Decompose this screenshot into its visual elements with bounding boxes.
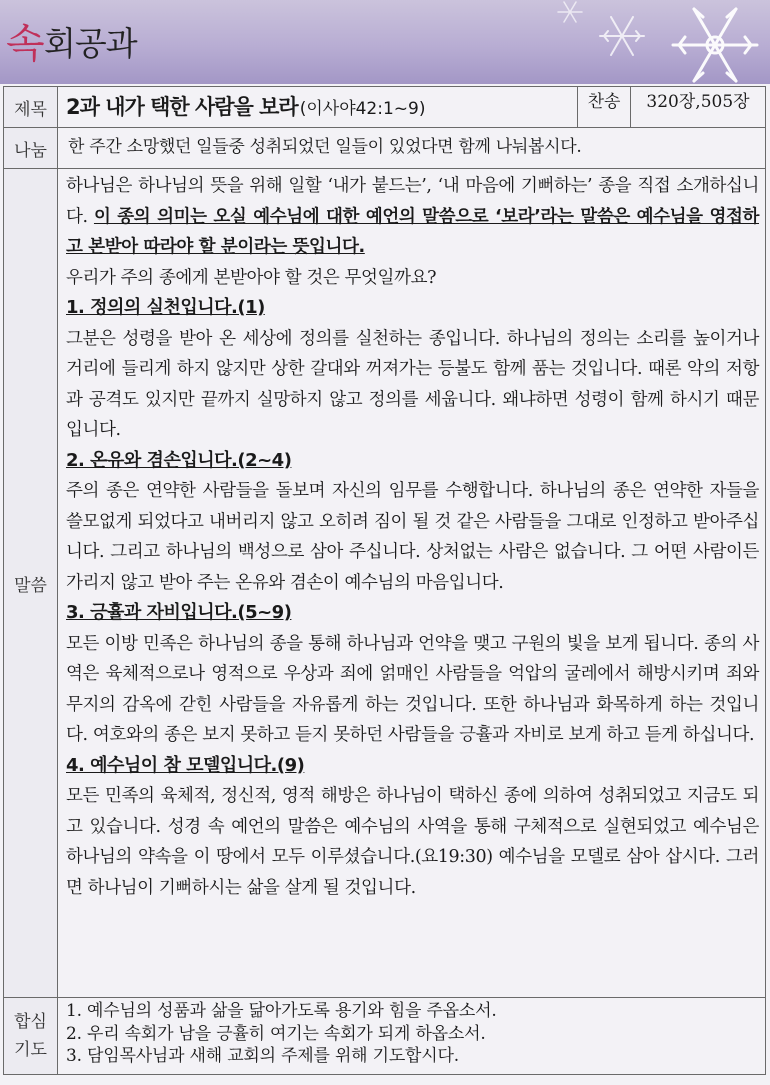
intro-paragraph [66,171,759,263]
word-label: 말씀 [4,169,58,998]
hymn-value: 320장,505장 [631,87,766,128]
sharing-text: 한 주간 소망했던 일들중 성취되었던 일들이 있었다면 함께 나눠봅시다. [58,128,766,169]
lesson-title: 2과 내가 택한 사람을 보라 [66,95,298,119]
sharing-label: 나눔 [4,128,58,169]
prayer-label [4,998,58,1075]
section-text: 모든 민족의 육체적, 정신적, 영적 해방은 하나님이 택하신 종에 의하여 성취되었고 지금도 되고 있습니다. 성경 속 예언의 말씀은 예수님의 사역을 통해 구체적으로 실현되었고 예수님은 하나님의 약속을 이 땅에서 모두 이루셨습니다.(요19:30) 예수님을 모델로 삼아 삽시다. 그러면 하나님이 기뻐하시는 삶을 살게 될 것입니다. [66,786,759,898]
section-text: 주의 종은 연약한 사람들을 돌보며 자신의 임무를 수행합니다. 하나님의 종은 연약한 자들을 쓸모없게 되었다고 내버리지 않고 오히려 짐이 될 것 같은 사람들을 그대로 인정하고 받아주십니다. 그리고 하나님의 백성으로 삼아 주십니다. 상처없는 사람은 없습니다. 그 어떤 사람이든 가리지 않고 받아 주는 온유와 겸손이 예수님의 마음입니다. [66,481,759,593]
snowflake-decoration [510,0,770,84]
question-text: 우리가 주의 종에게 본받아야 할 것은 무엇일까요? [66,267,437,288]
prayer-item: 1. 예수님의 성품과 삶을 닮아가도록 용기와 힘을 주옵소서. [66,1001,497,1021]
section-heading: 3. 긍휼과 자비입니다.(5~9) [66,602,292,623]
prayer-label-line1: 합심 [14,1012,47,1032]
page-title: 회공과 [44,24,137,63]
prayer-item: 2. 우리 속회가 남을 긍휼히 여기는 속회가 되게 하옵소서. [66,1023,486,1044]
section-heading: 4. 예수님이 참 모델입니다.(9) [66,754,305,776]
prayer-label-line2: 기도 [14,1040,47,1060]
title-row [4,87,766,128]
lesson-title-cell [58,87,578,128]
section-heading: 1. 정의의 실천입니다.(1) [66,297,265,318]
sharing-row [4,128,766,169]
header-banner [0,0,770,84]
word-body [58,169,766,998]
lesson-scripture-ref: (이사야42:1~9) [299,99,426,119]
word-row [4,169,766,998]
subject-label: 제목 [4,87,58,128]
section-text: 그분은 성령을 받아 온 세상에 정의를 실천하는 종입니다. 하나님의 정의는 소리를 높이거나 거리에 들리게 하지 않지만 상한 갈대와 꺼져가는 등불도 함께 품는 것입니다. 때론 악의 저항과 공격도 있지만 끝까지 실망하지 않고 정의를 세웁니다. 왜냐하면 성령이 함께 하시기 때문입니다. [66,328,759,440]
intro-highlight: 이 종의 의미는 오실 예수님에 대한 예언의 말씀으로 ‘보라’라는 말씀은 예수님을 영접하고 본받아 따라야 할 분이라는 뜻입니다. [66,206,759,257]
prayer-list [58,998,766,1075]
prayer-row [4,998,766,1075]
section-text: 모든 이방 민족은 하나님의 종을 통해 하나님과 언약을 맺고 구원의 빛을 보게 됩니다. 종의 사역은 육체적으로나 영적으로 우상과 죄에 얽매인 사람들을 억압의 굴레에서 해방시키며 죄와 무지의 감옥에 갇힌 사람들을 자유롭게 하는 것입니다. 또한 하나님과 화목하게 하는 것입니다. 여호와의 종은 보지 못하고 듣지 못하던 사람들을 긍휼과 자비로 보게 하고 듣게 하십니다. [66,633,759,745]
section-heading: 2. 온유와 겸손입니다.(2~4) [66,449,292,471]
page-title-highlight: 속 [6,21,44,67]
hymn-label: 찬송 [578,87,631,128]
prayer-item: 3. 담임목사님과 새해 교회의 주제를 위해 기도합시다. [66,1046,459,1066]
intro-text: 하나님은 하나님의 뜻을 위해 일할 ‘내가 붙드는’, ‘내 마음에 기뻐하는’ 종을 직접 소개하십니다. [66,176,759,227]
lesson-table [3,86,766,1075]
